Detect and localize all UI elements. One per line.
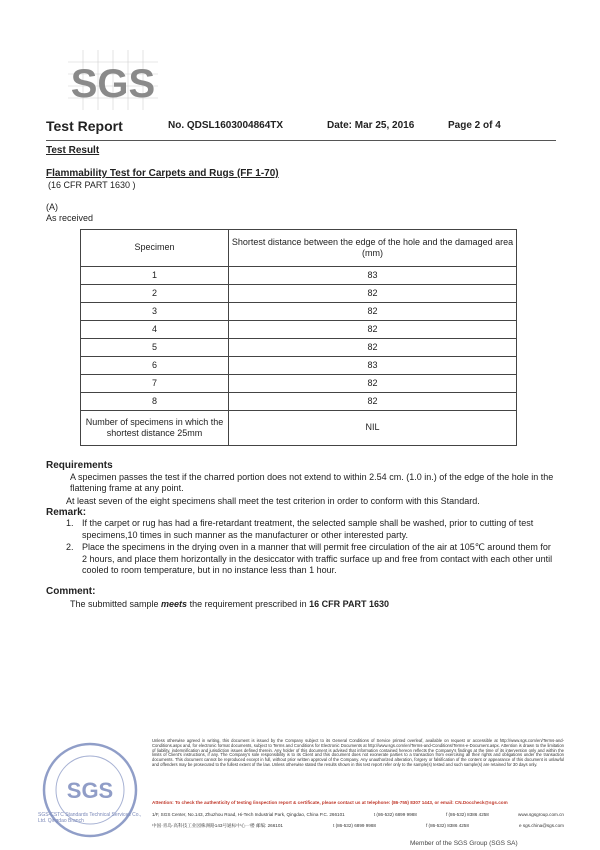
specimen-cell: 1	[81, 267, 229, 285]
remark-list	[66, 518, 556, 578]
email-cn: e sgs.china@sgs.com	[518, 823, 564, 828]
section-title: Test Result	[46, 145, 100, 156]
svg-text:SGS: SGS	[70, 62, 156, 106]
distance-cell: 82	[229, 375, 517, 393]
report-header	[46, 118, 558, 138]
remark-number: 2.	[66, 542, 74, 552]
report-title: Test Report	[46, 118, 123, 134]
condition-label: (A)	[46, 202, 58, 212]
address-english	[152, 812, 564, 817]
specimen-cell: 6	[81, 357, 229, 375]
table-row	[81, 357, 517, 375]
comment-mid: the requirement prescribed in	[187, 599, 310, 609]
comment-standard: 16 CFR PART 1630	[309, 599, 389, 609]
comment-text	[70, 599, 389, 609]
page-number: Page 2 of 4	[448, 120, 501, 131]
member-note: Member of the SGS Group (SGS SA)	[410, 840, 518, 847]
report-date: Date: Mar 25, 2016	[327, 120, 415, 131]
header-divider	[46, 140, 556, 141]
remark-title: Remark:	[46, 507, 87, 518]
standard-reference: (16 CFR PART 1630 )	[48, 180, 136, 190]
requirements-criterion: At least seven of the eight specimens shall meet the test criterion in order to conform with this Standard.	[66, 496, 480, 506]
specimen-cell: 4	[81, 321, 229, 339]
results-table	[80, 229, 517, 446]
specimen-cell: 5	[81, 339, 229, 357]
distance-cell: 82	[229, 339, 517, 357]
tel-en: t (86-532) 6899 9988	[373, 812, 417, 817]
specimen-cell: 8	[81, 393, 229, 411]
test-name: Flammability Test for Carpets and Rugs (FF 1-70)	[46, 168, 279, 179]
terms-text: Unless otherwise agreed in writing, this document is issued by the Company subject to its General Conditions of Service printed overleaf, available on request or accessible at http://www.sgs.com/en/Terms-and-Conditions.aspx and, for electronic format documents, subject to Terms and Conditions for Electronic Documents at http://www.sgs.com/en/Terms-and-Conditions/Terms-e-Document.aspx. Attention is drawn to the limitation of liability, indemnification and jurisdiction issues defined therein. Any holder of this document is advised that information contained hereon reflects the Company's findings at the time of its intervention only and within the limits of Client's instructions, if any. The Company's sole responsibility is to its Client and this document does not exonerate parties to a transaction from exercising all their rights and obligations under the transaction documents. This document cannot be reproduced except in full, without prior written approval of the Company. Any unauthorized alteration, forgery or falsification of the content or appearance of this document is unlawful and offenders may be prosecuted to the fullest extent of the law. Unless otherwise stated the results shown in this test report refer only to the sample(s) tested and such sample(s) are retained for 30 days only.	[152, 738, 564, 767]
tel-cn: t (86-532) 6899 9988	[333, 823, 376, 828]
distance-cell: 82	[229, 321, 517, 339]
specimen-cell: 3	[81, 303, 229, 321]
sgs-logo	[68, 50, 158, 110]
header-specimen: Specimen	[81, 230, 229, 267]
address-cn: 中国·青岛·高科技工业园株洲路143号通标中心一楼 邮编: 266101	[152, 823, 283, 828]
table-row	[81, 285, 517, 303]
remark-number: 1.	[66, 518, 74, 528]
report-number: No. QDSL1603004864TX	[168, 120, 284, 131]
comment-title: Comment:	[46, 586, 96, 597]
fax-en: f (86-532) 8386 4258	[445, 812, 489, 817]
authenticity-notice: Attention: To check the authenticity of testing /inspection report & certificate, please contact us at telephone: (86-755) 8307 1443, or email: CN.Doccheck@sgs.com	[152, 800, 508, 805]
distance-cell: 83	[229, 357, 517, 375]
sgs-stamp	[40, 740, 140, 840]
requirements-title: Requirements	[46, 460, 113, 471]
table-row	[81, 393, 517, 411]
header-distance: Shortest distance between the edge of the hole and the damaged area (mm)	[229, 230, 517, 267]
summary-row	[81, 411, 517, 446]
requirements-text: A specimen passes the test if the charred portion does not extend to within 2.54 cm. (1.0 in.) of the edge of the hole in the flattening frame at any point.	[70, 472, 554, 493]
table-row	[81, 267, 517, 285]
condition-text: As received	[46, 213, 94, 223]
address-en: 1/F, SGS Center, No.143, Zhuzhou Road, Hi-Tech Industrial Park, Qingdao, China P.C. 266101	[152, 812, 345, 817]
summary-label: Number of specimens in which the shortest distance 25mm	[81, 411, 229, 446]
table-row	[81, 321, 517, 339]
specimen-cell: 7	[81, 375, 229, 393]
web-en: www.sgsgroup.com.cn	[518, 812, 564, 817]
remark-text: If the carpet or rug has had a fire-retardant treatment, the selected sample shall be washed, prior to cutting of test specimens,10 times in such manner as the manufacturer or other interested party.	[82, 518, 534, 540]
remark-item	[66, 518, 556, 541]
stamp-caption: SGS-CSTC Standards Technical Services Co., Ltd. Qingdao Branch	[38, 812, 142, 824]
table-row	[81, 303, 517, 321]
table-row	[81, 339, 517, 357]
distance-cell: 82	[229, 393, 517, 411]
distance-cell: 82	[229, 303, 517, 321]
remark-item	[66, 542, 556, 577]
summary-value: NIL	[229, 411, 517, 446]
comment-pre: The submitted sample	[70, 599, 162, 609]
comment-verdict: meets	[161, 599, 188, 609]
fax-cn: f (86-532) 8386 4258	[426, 823, 469, 828]
address-chinese	[152, 823, 564, 829]
table-row	[81, 375, 517, 393]
specimen-cell: 2	[81, 285, 229, 303]
svg-text:SGS: SGS	[66, 778, 114, 803]
remark-text: Place the specimens in the drying oven in a manner that will permit free circulation of the air at 105℃ around them for 2 hours, and place them horizontally in the desiccator with traffic surface up and free from contact with each other until cooled to room temperature, but in no instance less than 1 hour.	[82, 542, 553, 575]
table-header-row	[81, 230, 517, 267]
distance-cell: 83	[229, 267, 517, 285]
distance-cell: 82	[229, 285, 517, 303]
